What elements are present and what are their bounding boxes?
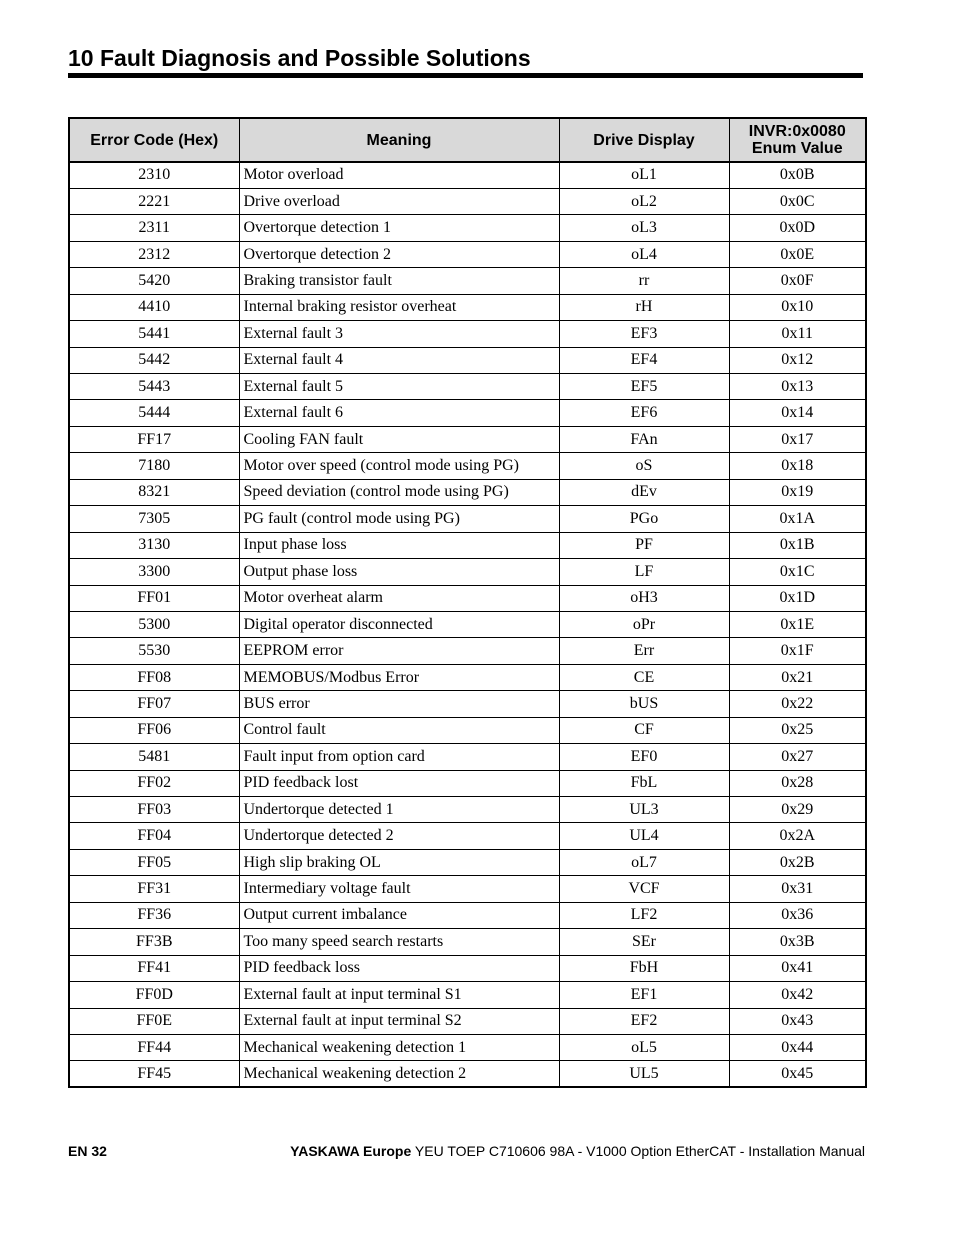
cell-enum-value: 0x0B <box>729 162 866 188</box>
cell-drive-display: rr <box>559 268 729 294</box>
footer-document-title: YEU TOEP C710606 98A - V1000 Option EtherCAT - Installation Manual <box>411 1143 865 1159</box>
cell-enum-value: 0x22 <box>729 691 866 717</box>
table-row <box>69 797 866 823</box>
table-row <box>69 823 866 849</box>
cell-drive-display: FbH <box>559 955 729 981</box>
cell-error-code: 5481 <box>69 744 239 770</box>
cell-enum-value: 0x28 <box>729 770 866 796</box>
cell-enum-value: 0x27 <box>729 744 866 770</box>
cell-enum-value: 0x1F <box>729 638 866 664</box>
table-row <box>69 770 866 796</box>
table-row <box>69 1034 866 1060</box>
cell-drive-display: oL3 <box>559 215 729 241</box>
cell-error-code: 4410 <box>69 294 239 320</box>
cell-enum-value: 0x25 <box>729 717 866 743</box>
cell-meaning: PG fault (control mode using PG) <box>239 506 559 532</box>
cell-drive-display: oH3 <box>559 585 729 611</box>
cell-drive-display: oPr <box>559 611 729 637</box>
cell-error-code: 5444 <box>69 400 239 426</box>
cell-enum-value: 0x3B <box>729 929 866 955</box>
cell-error-code: 5443 <box>69 374 239 400</box>
header-drive-display: Drive Display <box>559 118 729 162</box>
cell-error-code: FF0E <box>69 1008 239 1034</box>
cell-meaning: Output current imbalance <box>239 902 559 928</box>
cell-drive-display: oS <box>559 453 729 479</box>
table-row <box>69 1008 866 1034</box>
cell-error-code: FF41 <box>69 955 239 981</box>
table-row <box>69 400 866 426</box>
table-body <box>69 162 866 1087</box>
cell-error-code: 5530 <box>69 638 239 664</box>
table-row <box>69 585 866 611</box>
table-row <box>69 453 866 479</box>
cell-meaning: Control fault <box>239 717 559 743</box>
table-row <box>69 929 866 955</box>
cell-error-code: 2312 <box>69 241 239 267</box>
cell-enum-value: 0x31 <box>729 876 866 902</box>
cell-drive-display: UL3 <box>559 797 729 823</box>
table-row <box>69 241 866 267</box>
cell-meaning: Overtorque detection 2 <box>239 241 559 267</box>
table-row <box>69 268 866 294</box>
cell-drive-display: bUS <box>559 691 729 717</box>
cell-error-code: FF06 <box>69 717 239 743</box>
table-row <box>69 479 866 505</box>
table-row <box>69 321 866 347</box>
cell-enum-value: 0x11 <box>729 321 866 347</box>
table-row <box>69 691 866 717</box>
cell-meaning: Mechanical weakening detection 2 <box>239 1061 559 1087</box>
cell-enum-value: 0x43 <box>729 1008 866 1034</box>
cell-drive-display: oL5 <box>559 1034 729 1060</box>
cell-enum-value: 0x13 <box>729 374 866 400</box>
cell-enum-value: 0x45 <box>729 1061 866 1087</box>
cell-meaning: Braking transistor fault <box>239 268 559 294</box>
table-row <box>69 1061 866 1087</box>
cell-enum-value: 0x41 <box>729 955 866 981</box>
cell-meaning: Fault input from option card <box>239 744 559 770</box>
cell-enum-value: 0x1C <box>729 559 866 585</box>
header-enum-line2: Enum Value <box>751 140 843 157</box>
table-header-row <box>69 118 866 162</box>
cell-enum-value: 0x1E <box>729 611 866 637</box>
cell-drive-display: LF <box>559 559 729 585</box>
cell-drive-display: SEr <box>559 929 729 955</box>
cell-error-code: FF04 <box>69 823 239 849</box>
cell-meaning: Drive overload <box>239 188 559 214</box>
cell-drive-display: oL4 <box>559 241 729 267</box>
cell-meaning: External fault at input terminal S1 <box>239 982 559 1008</box>
cell-drive-display: EF6 <box>559 400 729 426</box>
cell-enum-value: 0x0E <box>729 241 866 267</box>
cell-drive-display: EF0 <box>559 744 729 770</box>
cell-error-code: 3300 <box>69 559 239 585</box>
cell-error-code: FF02 <box>69 770 239 796</box>
table-row <box>69 955 866 981</box>
cell-error-code: 2310 <box>69 162 239 188</box>
table-row <box>69 215 866 241</box>
cell-enum-value: 0x10 <box>729 294 866 320</box>
table-row <box>69 374 866 400</box>
cell-meaning: EEPROM error <box>239 638 559 664</box>
cell-error-code: FF45 <box>69 1061 239 1087</box>
cell-meaning: BUS error <box>239 691 559 717</box>
cell-enum-value: 0x1A <box>729 506 866 532</box>
cell-meaning: High slip braking OL <box>239 849 559 875</box>
cell-error-code: 8321 <box>69 479 239 505</box>
table-row <box>69 611 866 637</box>
cell-error-code: 7180 <box>69 453 239 479</box>
table-row <box>69 188 866 214</box>
cell-error-code: 5420 <box>69 268 239 294</box>
header-enum-line1: INVR:0x0080 <box>748 123 846 140</box>
cell-error-code: FF0D <box>69 982 239 1008</box>
cell-enum-value: 0x0F <box>729 268 866 294</box>
cell-enum-value: 0x29 <box>729 797 866 823</box>
table-row <box>69 506 866 532</box>
cell-enum-value: 0x44 <box>729 1034 866 1060</box>
cell-error-code: 5442 <box>69 347 239 373</box>
cell-meaning: Overtorque detection 1 <box>239 215 559 241</box>
cell-enum-value: 0x1B <box>729 532 866 558</box>
cell-meaning: Intermediary voltage fault <box>239 876 559 902</box>
cell-enum-value: 0x0D <box>729 215 866 241</box>
cell-drive-display: dEv <box>559 479 729 505</box>
cell-drive-display: EF4 <box>559 347 729 373</box>
footer-document-info <box>290 1142 865 1160</box>
cell-enum-value: 0x19 <box>729 479 866 505</box>
cell-drive-display: LF2 <box>559 902 729 928</box>
cell-meaning: Motor overload <box>239 162 559 188</box>
cell-drive-display: PF <box>559 532 729 558</box>
cell-meaning: Undertorque detected 2 <box>239 823 559 849</box>
cell-error-code: 7305 <box>69 506 239 532</box>
cell-error-code: FF01 <box>69 585 239 611</box>
table-row <box>69 638 866 664</box>
cell-drive-display: FAn <box>559 426 729 452</box>
cell-drive-display: PGo <box>559 506 729 532</box>
cell-meaning: External fault 4 <box>239 347 559 373</box>
table-row <box>69 982 866 1008</box>
cell-drive-display: FbL <box>559 770 729 796</box>
table-row <box>69 347 866 373</box>
footer-brand: YASKAWA Europe <box>290 1143 412 1159</box>
cell-drive-display: oL7 <box>559 849 729 875</box>
cell-error-code: 2311 <box>69 215 239 241</box>
table-row <box>69 717 866 743</box>
cell-meaning: External fault 6 <box>239 400 559 426</box>
cell-meaning: Speed deviation (control mode using PG) <box>239 479 559 505</box>
section-title: 10 Fault Diagnosis and Possible Solutions <box>68 45 531 71</box>
cell-error-code: 5441 <box>69 321 239 347</box>
fault-code-table <box>68 117 867 1088</box>
table-row <box>69 559 866 585</box>
cell-enum-value: 0x17 <box>729 426 866 452</box>
cell-drive-display: UL5 <box>559 1061 729 1087</box>
cell-meaning: Motor over speed (control mode using PG) <box>239 453 559 479</box>
table-row <box>69 876 866 902</box>
cell-drive-display: rH <box>559 294 729 320</box>
cell-meaning: PID feedback loss <box>239 955 559 981</box>
header-error-code: Error Code (Hex) <box>69 118 239 162</box>
cell-meaning: Input phase loss <box>239 532 559 558</box>
cell-error-code: 5300 <box>69 611 239 637</box>
footer-page-number: EN 32 <box>68 1143 107 1159</box>
header-enum-value <box>729 118 866 162</box>
cell-drive-display: CF <box>559 717 729 743</box>
cell-meaning: Output phase loss <box>239 559 559 585</box>
cell-error-code: 2221 <box>69 188 239 214</box>
cell-drive-display: EF5 <box>559 374 729 400</box>
cell-error-code: FF3B <box>69 929 239 955</box>
table-row <box>69 162 866 188</box>
table-row <box>69 902 866 928</box>
cell-drive-display: UL4 <box>559 823 729 849</box>
cell-meaning: PID feedback lost <box>239 770 559 796</box>
cell-meaning: Undertorque detected 1 <box>239 797 559 823</box>
cell-drive-display: EF3 <box>559 321 729 347</box>
cell-error-code: FF31 <box>69 876 239 902</box>
cell-enum-value: 0x21 <box>729 664 866 690</box>
cell-drive-display: Err <box>559 638 729 664</box>
cell-meaning: Internal braking resistor overheat <box>239 294 559 320</box>
cell-enum-value: 0x18 <box>729 453 866 479</box>
cell-meaning: Cooling FAN fault <box>239 426 559 452</box>
cell-error-code: FF44 <box>69 1034 239 1060</box>
cell-meaning: External fault 5 <box>239 374 559 400</box>
table-row <box>69 849 866 875</box>
cell-error-code: FF08 <box>69 664 239 690</box>
cell-enum-value: 0x2A <box>729 823 866 849</box>
cell-meaning: External fault at input terminal S2 <box>239 1008 559 1034</box>
table-row <box>69 532 866 558</box>
cell-meaning: External fault 3 <box>239 321 559 347</box>
cell-error-code: FF17 <box>69 426 239 452</box>
table-row <box>69 294 866 320</box>
cell-enum-value: 0x12 <box>729 347 866 373</box>
cell-drive-display: EF1 <box>559 982 729 1008</box>
cell-error-code: FF36 <box>69 902 239 928</box>
cell-drive-display: CE <box>559 664 729 690</box>
cell-error-code: FF05 <box>69 849 239 875</box>
cell-error-code: FF03 <box>69 797 239 823</box>
header-meaning: Meaning <box>239 118 559 162</box>
cell-meaning: Too many speed search restarts <box>239 929 559 955</box>
cell-error-code: 3130 <box>69 532 239 558</box>
cell-enum-value: 0x0C <box>729 188 866 214</box>
cell-error-code: FF07 <box>69 691 239 717</box>
cell-drive-display: EF2 <box>559 1008 729 1034</box>
title-rule <box>68 73 863 78</box>
cell-enum-value: 0x14 <box>729 400 866 426</box>
cell-enum-value: 0x1D <box>729 585 866 611</box>
cell-drive-display: oL2 <box>559 188 729 214</box>
table-row <box>69 426 866 452</box>
cell-meaning: Mechanical weakening detection 1 <box>239 1034 559 1060</box>
table-row <box>69 744 866 770</box>
table-row <box>69 664 866 690</box>
cell-enum-value: 0x42 <box>729 982 866 1008</box>
cell-meaning: MEMOBUS/Modbus Error <box>239 664 559 690</box>
cell-enum-value: 0x36 <box>729 902 866 928</box>
cell-meaning: Motor overheat alarm <box>239 585 559 611</box>
cell-meaning: Digital operator disconnected <box>239 611 559 637</box>
cell-enum-value: 0x2B <box>729 849 866 875</box>
cell-drive-display: oL1 <box>559 162 729 188</box>
cell-drive-display: VCF <box>559 876 729 902</box>
